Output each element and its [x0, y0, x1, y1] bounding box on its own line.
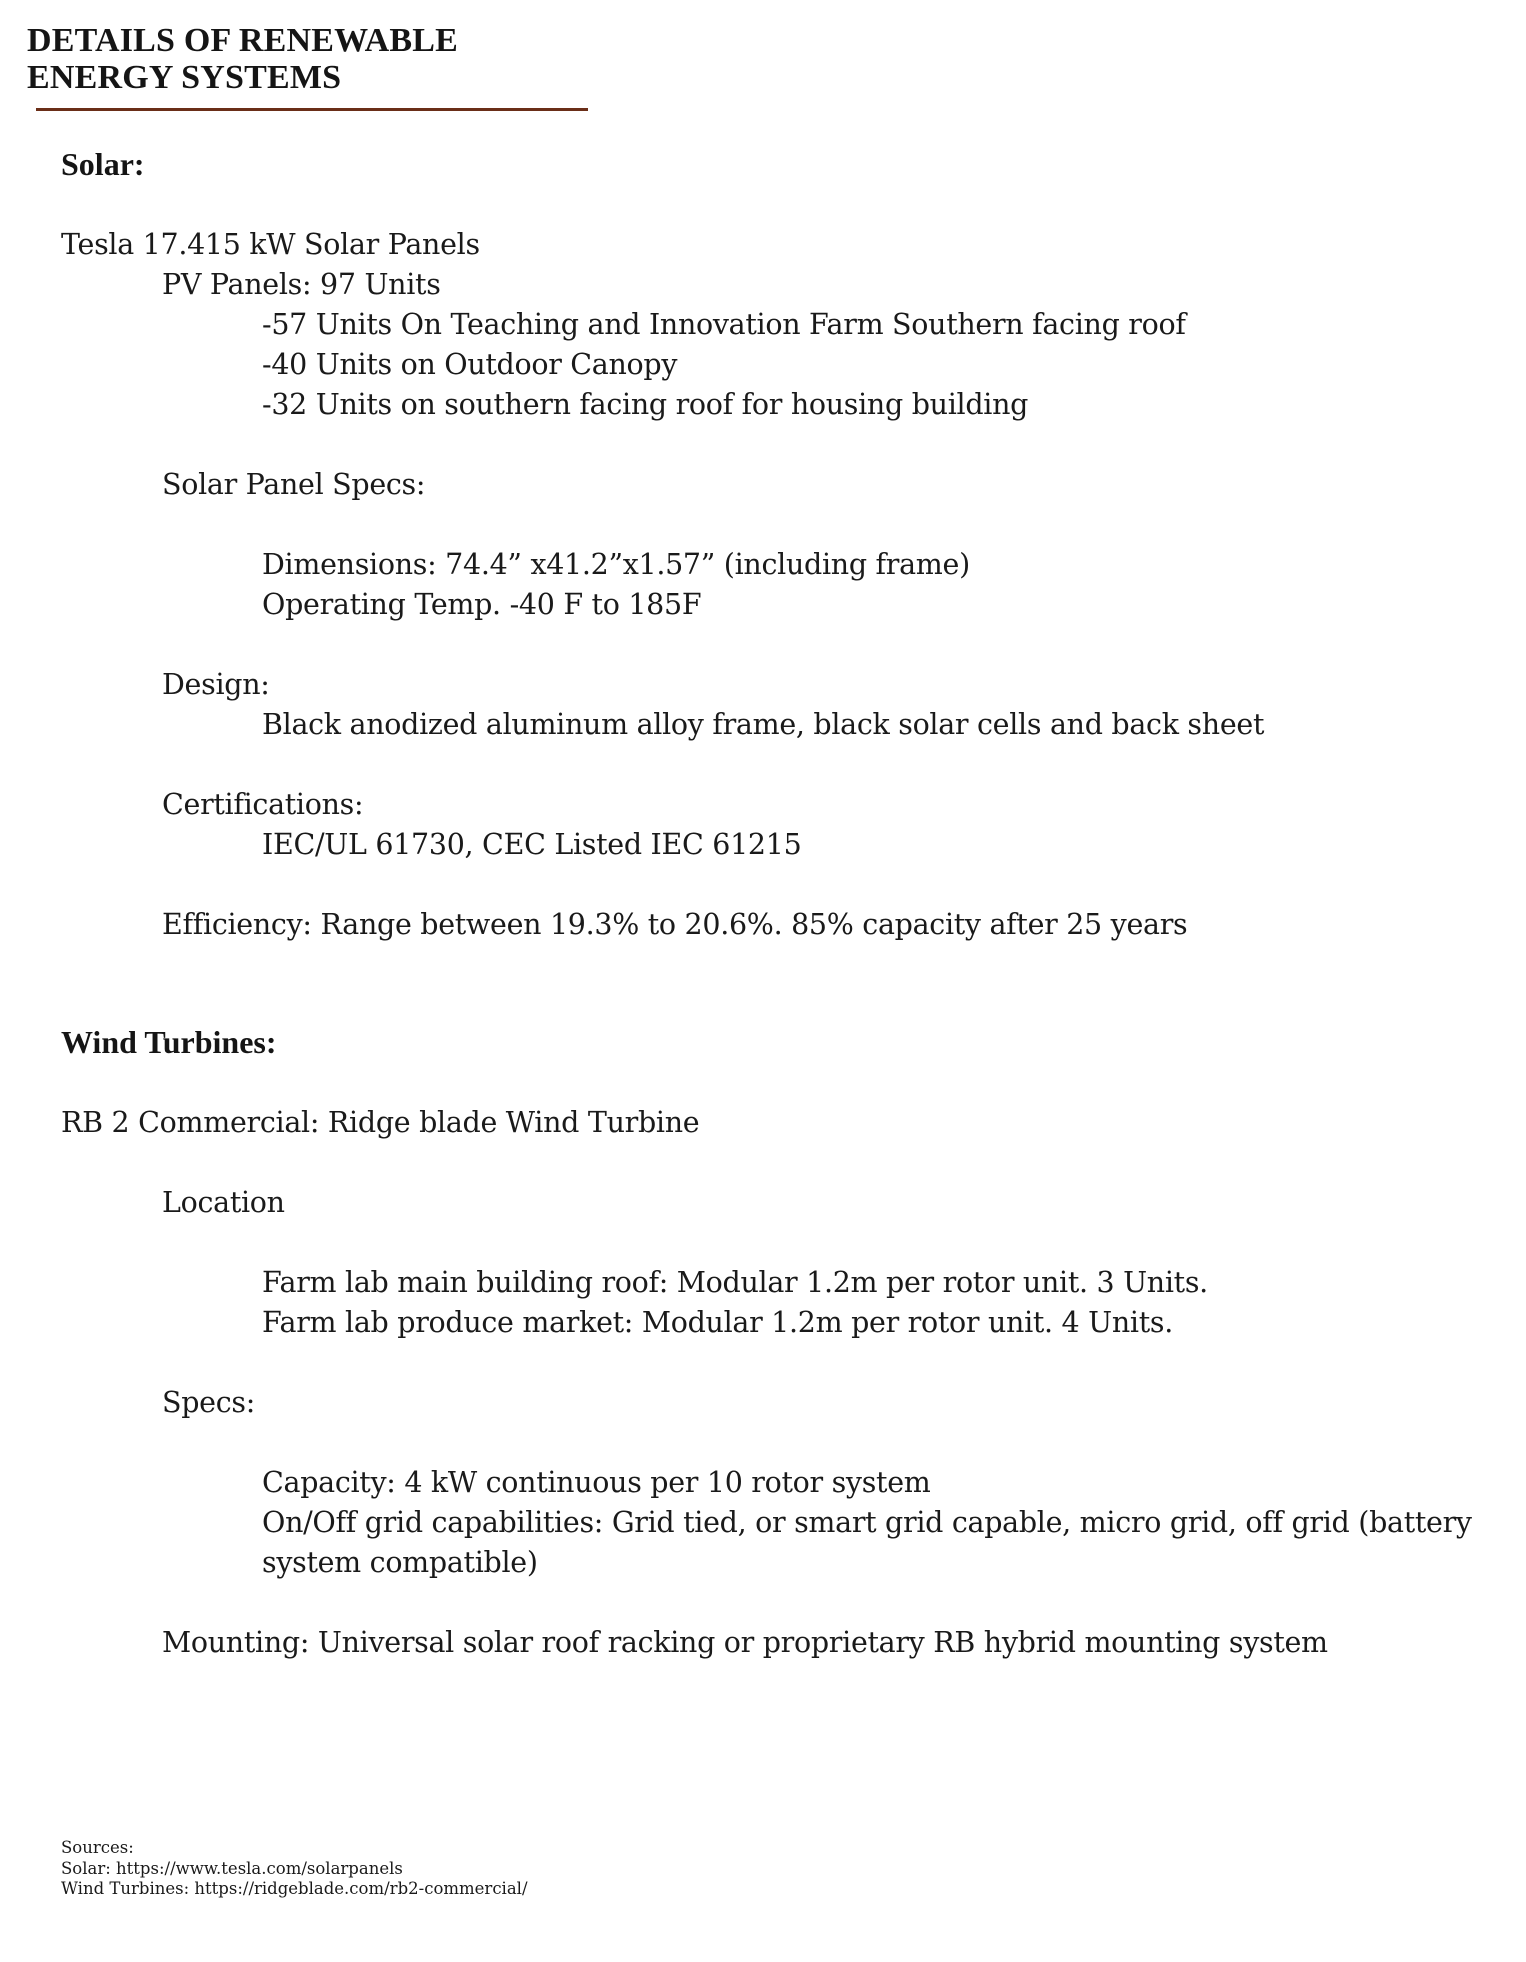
title-underline [36, 108, 588, 111]
wind-mounting: Mounting: Universal solar roof racking or proprietary RB hybrid mounting system [162, 1626, 1328, 1659]
source-wind-link[interactable]: Wind Turbines: https://ridgeblade.com/rb2-commercial/ [61, 1879, 528, 1898]
page-title-line-2: ENERGY SYSTEMS [27, 59, 342, 96]
pv-panels-count: PV Panels: 97 Units [162, 268, 441, 301]
wind-grid-capabilities-cont: system compatible) [262, 1546, 538, 1579]
wind-heading: Wind Turbines: [61, 1024, 277, 1060]
solar-operating-temp: Operating Temp. -40 F to 185F [262, 588, 702, 621]
pv-units-item: -57 Units On Teaching and Innovation Farm Southern facing roof [262, 308, 1186, 341]
solar-design-label: Design: [162, 668, 270, 701]
solar-product: Tesla 17.415 kW Solar Panels [61, 228, 480, 261]
wind-location-label: Location [162, 1186, 285, 1219]
solar-certifications-label: Certifications: [162, 788, 364, 821]
source-solar-link[interactable]: Solar: https://www.tesla.com/solarpanels [61, 1858, 403, 1878]
solar-specs-label: Solar Panel Specs: [162, 468, 426, 501]
sources-footnote [61, 1838, 528, 1900]
wind-location-item: Farm lab produce market: Modular 1.2m per rotor unit. 4 Units. [262, 1306, 1173, 1339]
wind-grid-capabilities: On/Off grid capabilities: Grid tied, or smart grid capable, micro grid, off grid (battery [262, 1506, 1472, 1539]
solar-efficiency: Efficiency: Range between 19.3% to 20.6%. 85% capacity after 25 years [162, 908, 1188, 941]
wind-capacity: Capacity: 4 kW continuous per 10 rotor system [262, 1466, 931, 1499]
solar-dimensions: Dimensions: 74.4” x41.2”x1.57” (including frame) [262, 548, 970, 581]
pv-units-item: -40 Units on Outdoor Canopy [262, 348, 678, 381]
wind-location-item: Farm lab main building roof: Modular 1.2m per rotor unit. 3 Units. [262, 1266, 1208, 1299]
page-title-line-1: DETAILS OF RENEWABLE [27, 22, 458, 59]
solar-certifications-value: IEC/UL 61730, CEC Listed IEC 61215 [262, 828, 802, 861]
wind-product: RB 2 Commercial: Ridge blade Wind Turbine [61, 1106, 700, 1139]
wind-specs-label: Specs: [162, 1386, 256, 1419]
page-title [27, 22, 458, 96]
pv-units-item: -32 Units on southern facing roof for housing building [262, 388, 1029, 421]
solar-heading: Solar: [61, 146, 145, 182]
sources-label: Sources: [61, 1838, 134, 1857]
solar-design-value: Black anodized aluminum alloy frame, black solar cells and back sheet [262, 708, 1265, 741]
